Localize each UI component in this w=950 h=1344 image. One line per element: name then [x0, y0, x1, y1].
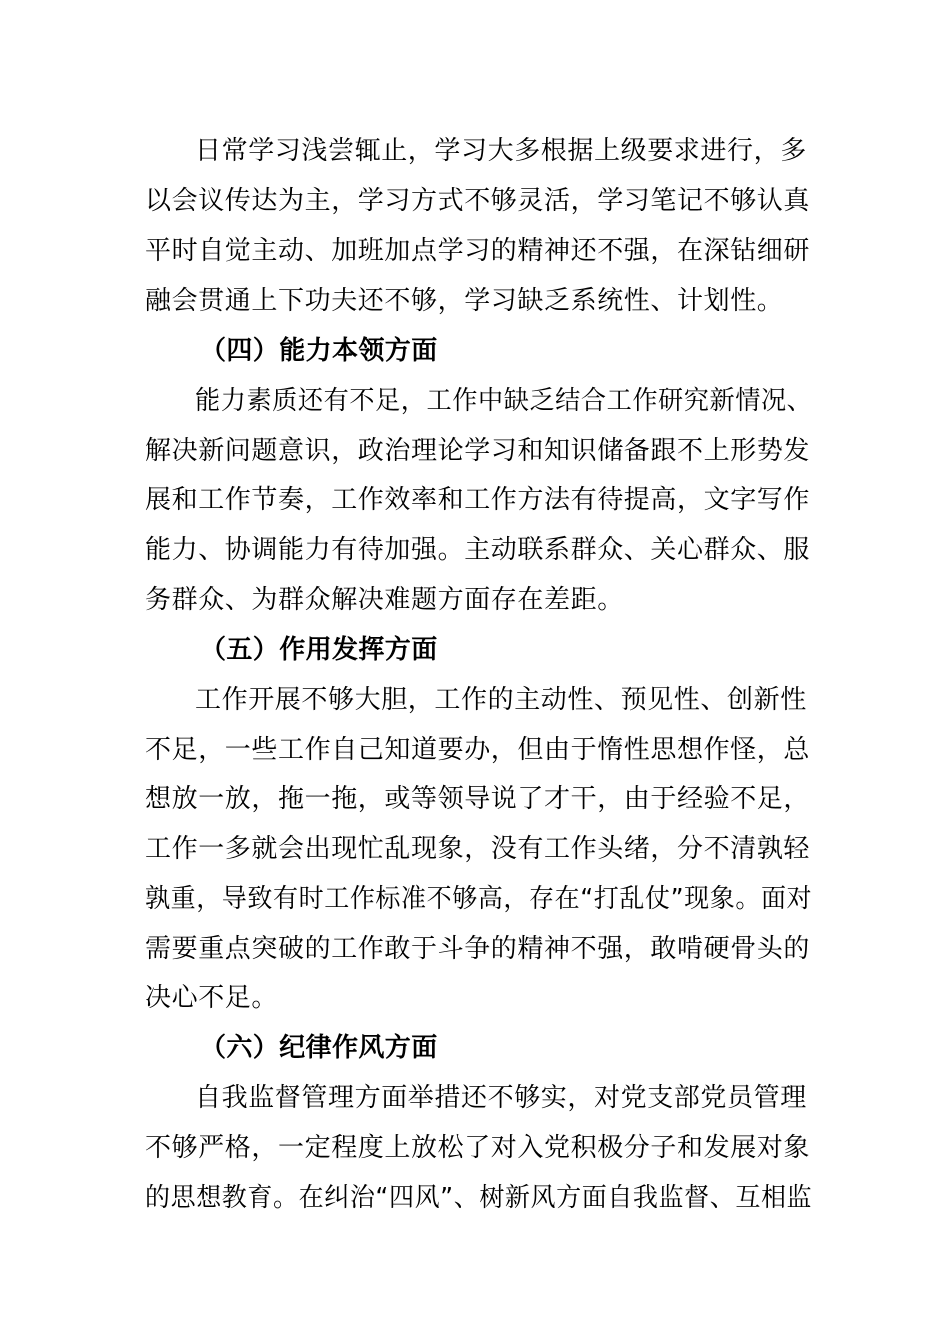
- paragraph-line: 的思想教育。在纠治“四风”、树新风方面自我监督、互相监: [145, 1183, 813, 1213]
- paragraph-line: 孰重，导致有时工作标准不够高，存在“打乱仗”现象。面对: [145, 884, 813, 914]
- paragraph-line: 自我监督管理方面举措还不够实，对党支部党员管理: [195, 1083, 807, 1113]
- paragraph-line: 工作开展不够大胆，工作的主动性、预见性、创新性: [195, 685, 807, 715]
- paragraph-line: 日常学习浅尝辄止，学习大多根据上级要求进行，多: [195, 136, 807, 166]
- paragraph-line: 展和工作节奏，工作效率和工作方法有待提高，文字写作: [145, 485, 811, 515]
- paragraph-line: 不足，一些工作自己知道要办，但由于惰性思想作怪，总: [145, 735, 811, 765]
- paragraph-line: 融会贯通上下功夫还不够，学习缺乏系统性、计划性。: [145, 286, 784, 316]
- paragraph-line: 决心不足。: [145, 983, 279, 1013]
- paragraph-line: 务群众、为群众解决难题方面存在差距。: [145, 585, 624, 615]
- section-heading-5: （五）作用发挥方面: [200, 635, 438, 665]
- paragraph-line: 解决新问题意识，政治理论学习和知识储备跟不上形势发: [145, 436, 811, 466]
- paragraph-line: 工作一多就会出现忙乱现象，没有工作头绪，分不清孰轻: [145, 834, 811, 864]
- paragraph-line: 能力素质还有不足，工作中缺乏结合工作研究新情况、: [195, 386, 813, 416]
- section-heading-4: （四）能力本领方面: [200, 336, 438, 366]
- paragraph-line: 需要重点突破的工作敢于斗争的精神不强，敢啃硬骨头的: [145, 934, 811, 964]
- section-heading-6: （六）纪律作风方面: [200, 1033, 438, 1063]
- paragraph-line: 平时自觉主动、加班加点学习的精神还不强，在深钻细研: [145, 236, 811, 266]
- paragraph-line: 能力、协调能力有待加强。主动联系群众、关心群众、服: [145, 535, 811, 565]
- paragraph-line: 想放一放，拖一拖，或等领导说了才干，由于经验不足，: [145, 784, 811, 814]
- paragraph-line: 不够严格，一定程度上放松了对入党积极分子和发展对象: [145, 1133, 811, 1163]
- paragraph-line: 以会议传达为主，学习方式不够灵活，学习笔记不够认真: [145, 186, 811, 216]
